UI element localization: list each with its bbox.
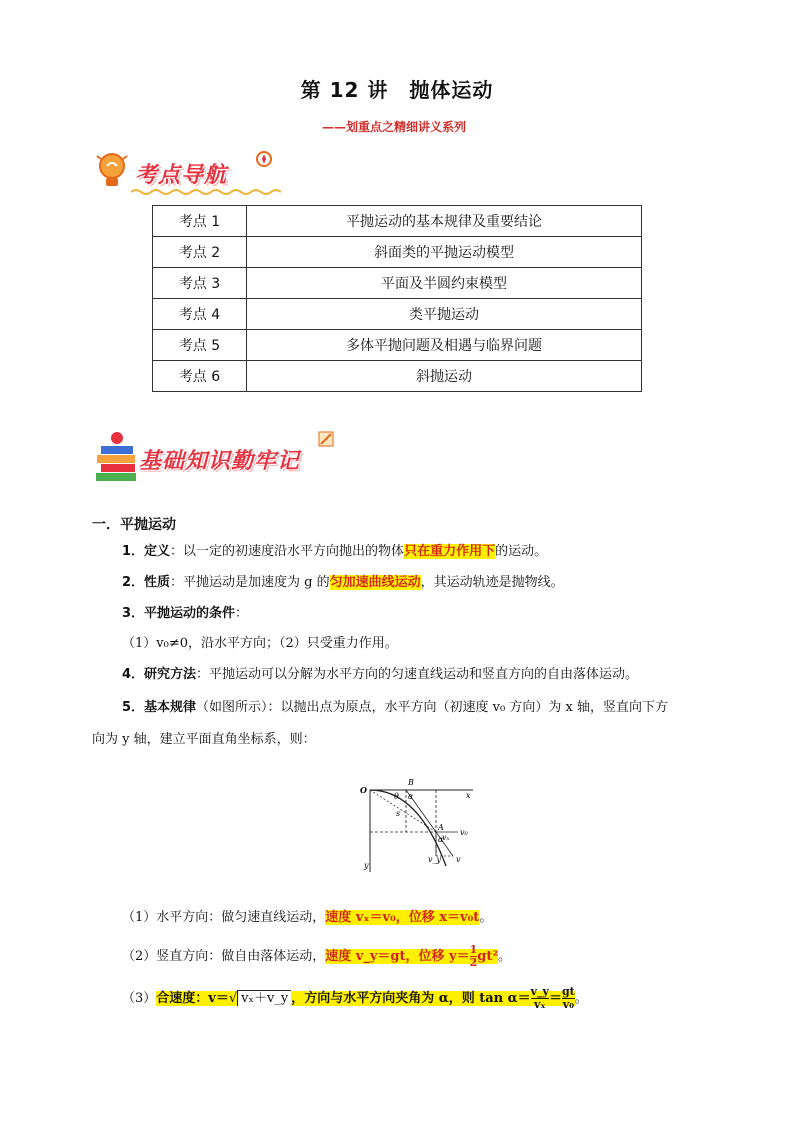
- nav-badge: [95, 150, 285, 190]
- paragraph-method: 4．研究方法：平抛运动可以分解为水平方向的匀速直线运动和竖直方向的自由落体运动。: [122, 667, 639, 682]
- topic-name: 斜抛运动: [247, 361, 642, 392]
- compass-icon: [255, 150, 273, 168]
- alpha2-label: α: [438, 835, 444, 844]
- lightbulb-icon: [95, 150, 129, 194]
- formula-resultant: （3）合速度：v＝√ vₓ＋v_y ，方向与水平方向夹角为 α，则 tan α＝ $\frac{v\_y}{\text{vₓ}}$ ＝ $\frac{gt}{\text{v₀}}$ 。: [122, 985, 588, 1011]
- y-axis-label: y: [364, 861, 369, 870]
- table-row: [153, 268, 642, 299]
- sqrt-expression: vₓ＋v_y: [237, 990, 291, 1006]
- topic-name: 多体平抛问题及相遇与临界问题: [247, 330, 642, 361]
- paragraph-conditions: 3．平抛运动的条件：: [122, 606, 249, 621]
- fraction: $\frac{gt}{\text{v₀}}$: [561, 985, 575, 1011]
- highlight: 只在重力作用下: [404, 544, 496, 559]
- topic-key: 考点 3: [153, 268, 247, 299]
- topic-key: 考点 5: [153, 330, 247, 361]
- theta-label: θ: [394, 792, 399, 801]
- v-label: v: [456, 855, 461, 864]
- paragraph-conditions-list: （1）v₀≠0，沿水平方向；（2）只受重力作用。: [122, 636, 398, 651]
- point-b-label: B: [408, 778, 414, 787]
- topic-name: 平抛运动的基本规律及重要结论: [247, 206, 642, 237]
- vx-label: vₓ: [442, 833, 450, 842]
- topic-name: 平面及半圆约束模型: [247, 268, 642, 299]
- highlight: 匀加速曲线运动: [329, 575, 421, 590]
- formula-vertical: （2）竖直方向：做自由落体运动，速度 v_y＝gt，位移 y＝ $\frac{1}{2}$ gt²。: [122, 943, 512, 969]
- basics-badge: [95, 430, 345, 474]
- topic-key: 考点 2: [153, 237, 247, 268]
- x-axis-label: x: [466, 791, 471, 800]
- vy-label: v_y: [428, 855, 442, 864]
- topic-name: 类平抛运动: [247, 299, 642, 330]
- page-subtitle: ——划重点之精细讲义系列: [322, 120, 467, 134]
- books-icon: [95, 430, 139, 484]
- topic-key: 考点 6: [153, 361, 247, 392]
- paragraph-definition: 1．定义：以一定的初速度沿水平方向抛出的物体只在重力作用下的运动。: [122, 544, 548, 559]
- topic-key: 考点 1: [153, 206, 247, 237]
- paragraph-rules-cont: 向为 y 轴，建立平面直角坐标系，则：: [92, 732, 316, 747]
- v0-label: v₀: [460, 828, 468, 837]
- topic-table: [152, 205, 642, 392]
- topic-key: 考点 4: [153, 299, 247, 330]
- s-label: s: [396, 809, 401, 818]
- topic-name: 斜面类的平抛运动模型: [247, 237, 642, 268]
- section-heading: 一．平抛运动: [92, 517, 176, 533]
- fraction: $\frac{v\_y}{\text{vₓ}}$: [530, 985, 549, 1011]
- paragraph-property: 2．性质：平抛运动是加速度为 g 的匀加速曲线运动，其运动轨迹是抛物线。: [122, 575, 564, 590]
- pencil-icon: [317, 430, 335, 448]
- basics-badge-text: 基础知识勤牢记: [139, 449, 301, 474]
- highlight: 合速度：v＝√ vₓ＋v_y ，方向与水平方向夹角为 α，则 tan α＝ $\frac{v\_y}{\text{vₓ}}$ ＝ $\frac{gt}{\text{v₀}}$: [156, 985, 575, 1011]
- table-row: [153, 206, 642, 237]
- nav-badge-text: 考点导航: [135, 163, 228, 188]
- paragraph-rules: 5．基本规律（如图所示）：以抛出点为原点，水平方向（初速度 v₀ 方向）为 x 轴，竖直向下方: [122, 700, 668, 715]
- wavy-underline: [131, 188, 281, 196]
- table-row: [153, 330, 642, 361]
- origin-label: O: [360, 785, 367, 795]
- point-a-label: A: [438, 823, 444, 832]
- highlight: 速度 v_y＝gt，位移 y＝ $\frac{1}{2}$ gt²: [325, 943, 499, 969]
- formula-horizontal: （1）水平方向：做匀速直线运动，速度 vₓ＝v₀，位移 x＝v₀t。: [122, 910, 493, 925]
- table-row: [153, 237, 642, 268]
- highlight: 速度 vₓ＝v₀，位移 x＝v₀t: [325, 910, 480, 925]
- table-row: [153, 299, 642, 330]
- projectile-diagram: [358, 776, 478, 876]
- table-row: [153, 361, 642, 392]
- page-title: 第 12 讲 抛体运动: [300, 78, 494, 102]
- alpha-label: α: [408, 792, 414, 801]
- fraction: $\frac{1}{2}$: [469, 943, 478, 969]
